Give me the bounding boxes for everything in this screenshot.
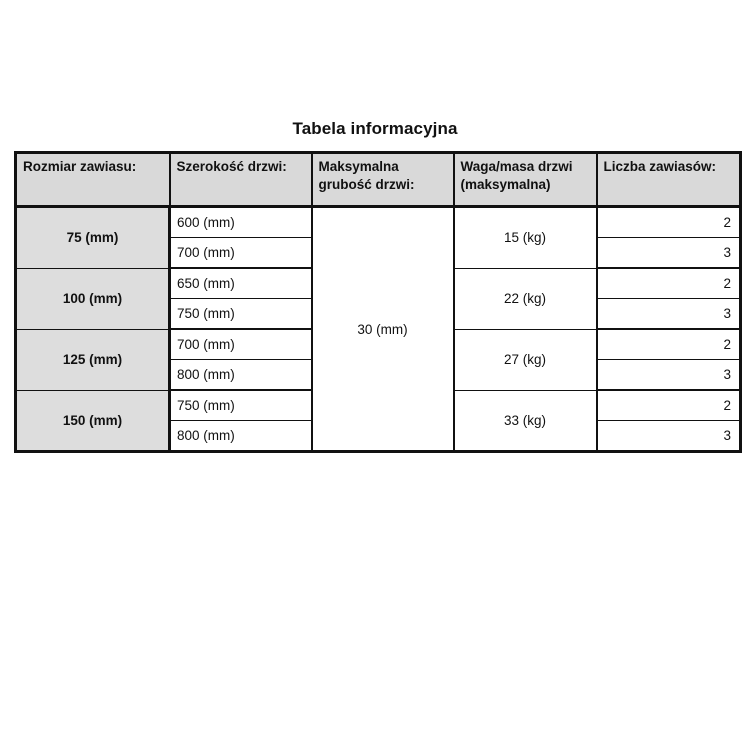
hinge-count-cell: 3 (597, 299, 741, 330)
hinge-count-cell: 3 (597, 421, 741, 452)
info-table (14, 151, 742, 453)
max-weight-cell: 15 (kg) (454, 207, 597, 269)
header-hinge-size: Rozmiar zawiasu: (16, 153, 170, 207)
header-door-width: Szerokość drzwi: (170, 153, 312, 207)
door-width-cell: 800 (mm) (170, 360, 312, 391)
header-max-weight: Waga/masa drzwi (maksymalna) (454, 153, 597, 207)
hinge-count-cell: 3 (597, 238, 741, 269)
max-thickness-cell: 30 (mm) (312, 207, 454, 452)
max-weight-cell: 27 (kg) (454, 329, 597, 390)
door-width-cell: 750 (mm) (170, 390, 312, 421)
table-header (16, 153, 741, 207)
door-width-cell: 700 (mm) (170, 329, 312, 360)
door-width-cell: 750 (mm) (170, 299, 312, 330)
table-row (16, 207, 741, 238)
header-hinge-count: Liczba zawiasów: (597, 153, 741, 207)
table-title: Tabela informacyjna (292, 119, 458, 138)
hinge-count-cell: 2 (597, 207, 741, 238)
door-width-cell: 800 (mm) (170, 421, 312, 452)
table-body (16, 207, 741, 452)
hinge-count-cell: 3 (597, 360, 741, 391)
max-weight-cell: 22 (kg) (454, 268, 597, 329)
hinge-size-cell: 125 (mm) (16, 329, 170, 390)
door-width-cell: 700 (mm) (170, 238, 312, 269)
hinge-size-cell: 100 (mm) (16, 268, 170, 329)
hinge-count-cell: 2 (597, 268, 741, 299)
hinge-size-cell: 75 (mm) (16, 207, 170, 269)
max-weight-cell: 33 (kg) (454, 390, 597, 452)
door-width-cell: 650 (mm) (170, 268, 312, 299)
door-width-cell: 600 (mm) (170, 207, 312, 238)
hinge-count-cell: 2 (597, 390, 741, 421)
header-max-thickness: Maksymalna grubość drzwi: (312, 153, 454, 207)
hinge-count-cell: 2 (597, 329, 741, 360)
hinge-size-cell: 150 (mm) (16, 390, 170, 452)
